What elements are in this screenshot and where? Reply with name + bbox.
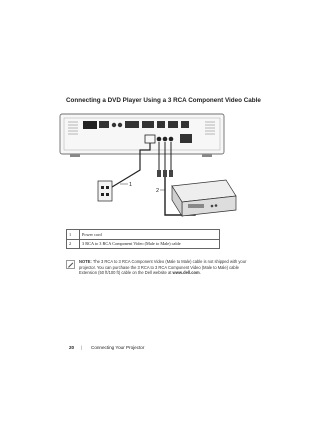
table-row [67,230,220,240]
dvd-player [172,180,236,216]
legend-table [66,229,220,249]
callout-1: 1 [129,182,133,188]
pencil-note-icon [66,260,75,269]
dell-website-link[interactable]: www.dell.com [172,270,200,276]
footer-separator: | [81,345,83,350]
note-body: The 3 RCA to 3 RCA Component Video (Male to Male) cable is not shipped with your projector. You can purchase the 3 RCA to 3 RCA Component Video (Male to Male) cable Extension (50 ft/100 ft) cable on the Dell website at [79,259,247,276]
page-footer [0,345,300,353]
footer-title: Connecting Your Projector [91,345,145,350]
table-row [67,239,220,249]
note-text [79,259,251,276]
callout-2: 2 [156,188,160,194]
note-label: NOTE: [79,259,92,264]
section-heading: Connecting a DVD Player Using a 3 RCA Component Video Cable [66,97,261,104]
row-description: Power cord [80,230,220,240]
page-number: 20 [69,345,75,350]
row-number: 1 [67,230,80,240]
note-end: . [199,270,201,276]
row-description: 3 RCA to 3 RCA Component Video (Male to Male) cable [80,239,220,249]
row-number: 2 [67,239,80,249]
